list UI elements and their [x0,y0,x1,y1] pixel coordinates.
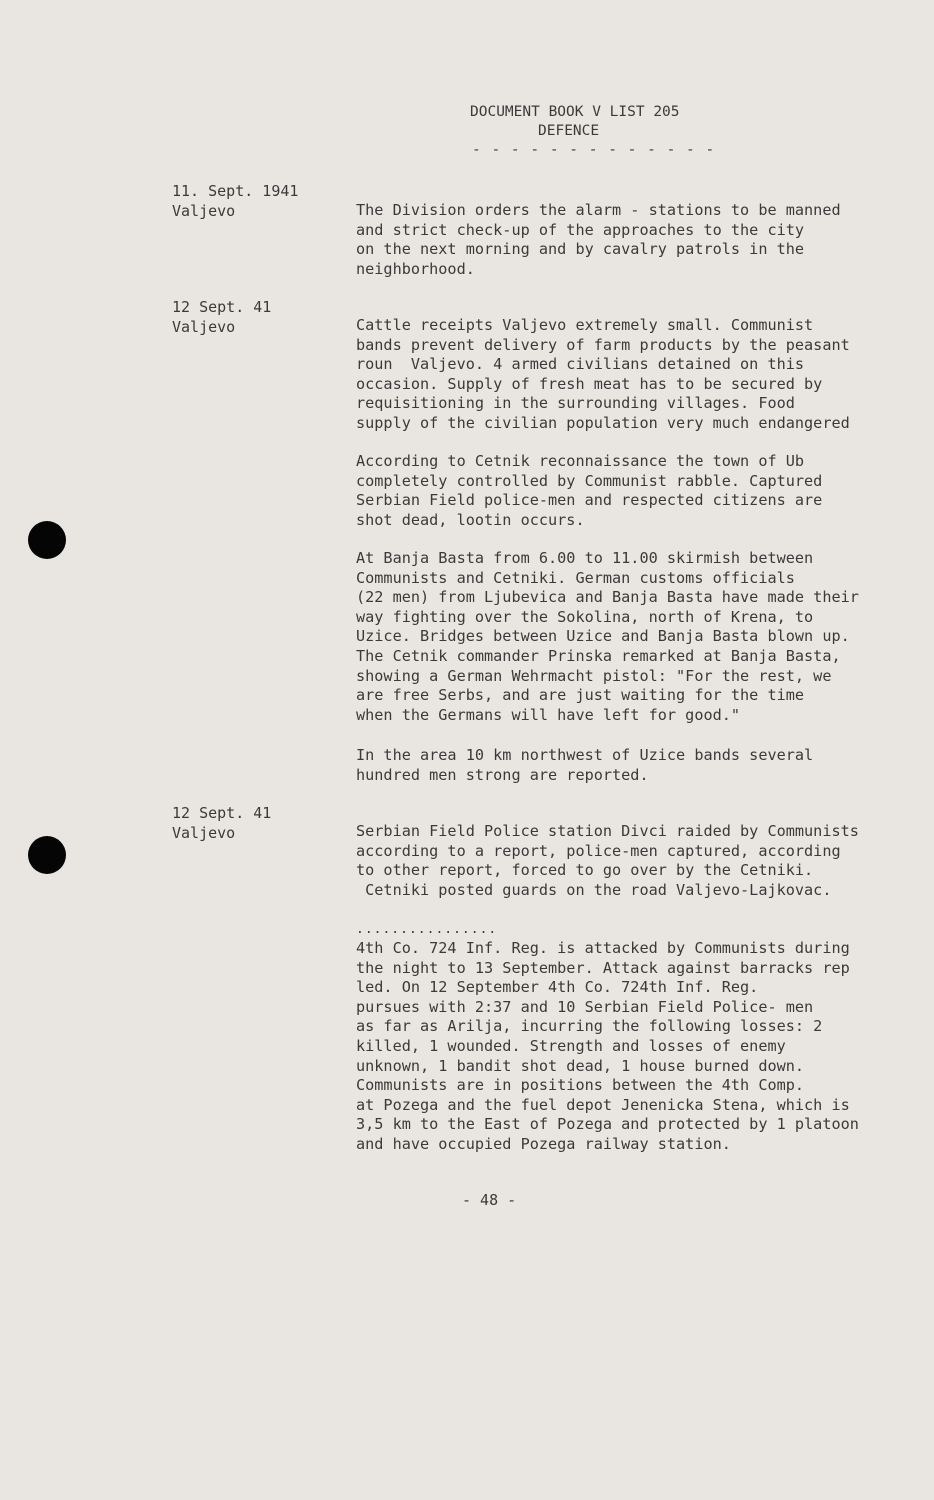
entry-paragraph: Serbian Field Police station Divci raided by Communists according to a report, police-men captured, according to other report, forced to go over by the Cetniki. Cetniki posted guards on the road Valjevo-Lajkovac. [356,822,859,899]
punch-hole [28,521,66,559]
entry-place: Valjevo [172,202,236,220]
entry-paragraph: The Division orders the alarm - stations to be manned and strict check-up of the approaches to the city on the next morning and by cavalry patrols in the neighborhood. [356,201,841,278]
header-rule: - - - - - - - - - - - - - [472,142,716,158]
header-subtitle: DEFENCE [538,123,600,139]
entry-paragraph: At Banja Basta from 6.00 to 11.00 skirmish between Communists and Cetniki. German customs officials (22 men) from Ljubevica and Banja Basta have made their way fighting over the Sokolina, north of Krena, to Uzice. Bridges between Uzice and Banja Basta blown up. The Cetnik commander Prinska remarked at Banja Basta, showing a German Wehrmacht pistol: "For the rest, we are free Serbs, and are just waiting for the time when the Germans will have left for good." [356,549,859,724]
separator-dots: ................ [356,922,498,937]
entry-paragraph: According to Cetnik reconnaissance the town of Ub completely controlled by Communist rabble. Captured Serbian Field police-men and respected citizens are shot dead, lootin occurs. [356,452,823,529]
entry-date: 12 Sept. 41 [172,298,272,316]
entry-date: 11. Sept. 1941 [172,182,299,200]
punch-hole [28,836,66,874]
entry-paragraph: Cattle receipts Valjevo extremely small. Communist bands prevent delivery of farm products by the peasant roun Valjevo. 4 armed civilians detained on this occasion. Supply of fresh meat has to be secured by requisitioning in the surrounding villages. Food supply of the civilian population very much endangered [356,316,850,432]
document-header [470,103,715,160]
entry-paragraph: In the area 10 km northwest of Uzice bands several hundred men strong are reported. [356,746,814,784]
entry-place: Valjevo [172,318,236,336]
header-title: DOCUMENT BOOK V LIST 205 [470,104,680,120]
page-number: - 48 - [462,1191,517,1209]
entry-date: 12 Sept. 41 [172,804,272,822]
entry-place: Valjevo [172,824,236,842]
entry-paragraph: 4th Co. 724 Inf. Reg. is attacked by Communists during the night to 13 September. Attack against barracks rep led. On 12 September 4th Co. 724th Inf. Reg. pursues with 2:37 and 10 Serbian Field Police- men as far as Arilja, incurring the following losses: 2 killed, 1 wounded. Strength and losses of enemy unknown, 1 bandit shot dead, 1 house burned down. Communists are in positions between the 4th Comp. at Pozega and the fuel depot Jenenicka Stena, which is 3,5 km to the East of Pozega and protected by 1 platoon and have occupied Pozega railway station. [356,939,859,1153]
